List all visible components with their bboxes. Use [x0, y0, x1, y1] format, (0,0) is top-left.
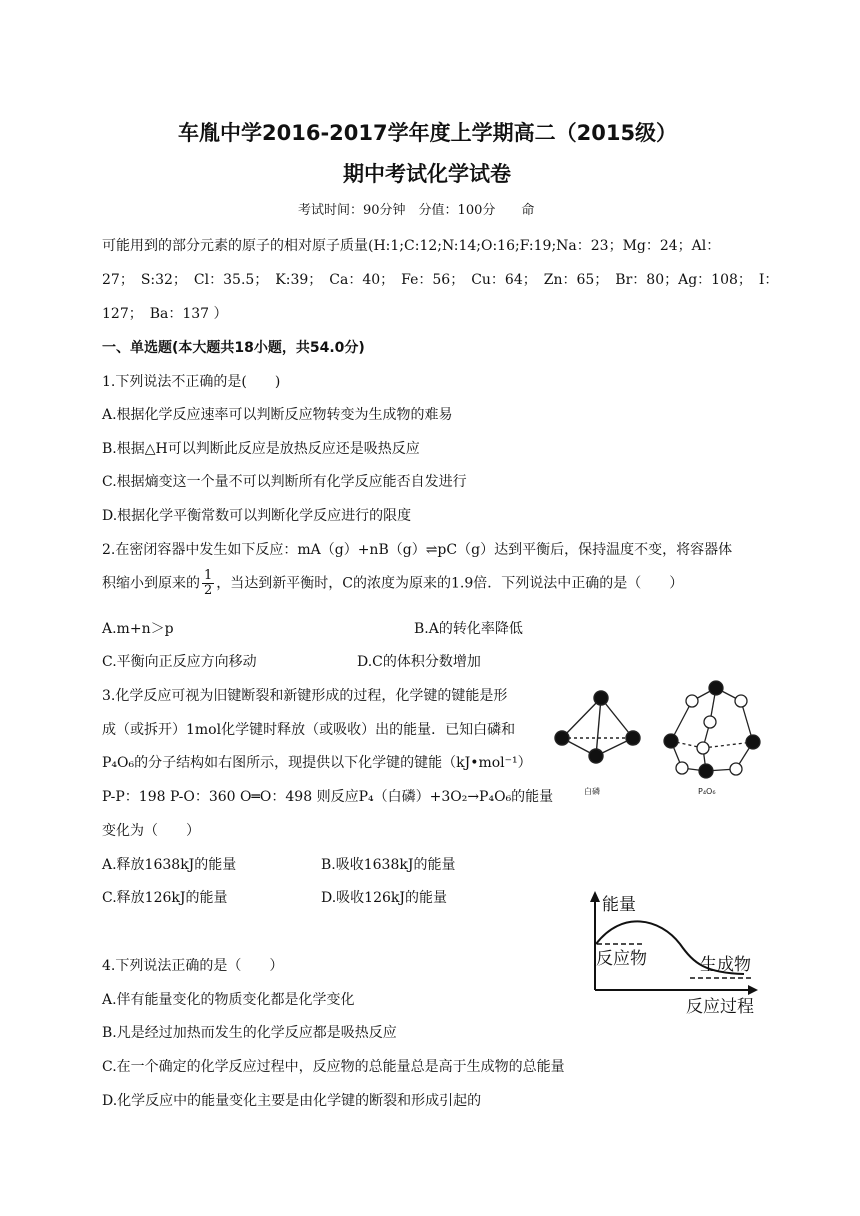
- q3-stem-line-4: P-P：198 P-O：360 O═O：498 则反应P₄（白磷）+3O₂→P₄O₆的能量: [102, 789, 554, 805]
- q4-option-a: A.伴有能量变化的物质变化都是化学变化: [102, 992, 355, 1008]
- q4-stem: 4.下列说法正确的是（ ）: [102, 958, 284, 974]
- q2-stem-line-2: [102, 569, 683, 598]
- fraction-numerator: 1: [204, 568, 213, 583]
- q2-stem-post: ，当达到新平衡时，C的浓度为原来的1.9倍．下列说法中正确的是（ ）: [216, 575, 684, 592]
- process-axis-arrow: [748, 985, 758, 995]
- q3-stem-line-5: 变化为（ ）: [102, 823, 200, 839]
- fraction-one-half: [202, 569, 214, 598]
- q1-option-b: B.根据△H可以判断此反应是放热反应还是吸热反应: [102, 441, 420, 457]
- exam-info: 考试时间：90分钟 分值：100分 命: [298, 203, 535, 218]
- q1-stem: 1.下列说法不正确的是( ): [102, 374, 281, 390]
- q1-option-a: A.根据化学反应速率可以判断反应物转变为生成物的难易: [102, 407, 453, 423]
- energy-diagram: [582, 888, 767, 1016]
- reactant-label: 反应物: [596, 949, 647, 969]
- q4-option-b: B.凡是经过加热而发生的化学反应都是吸热反应: [102, 1025, 397, 1041]
- q3-option-c: C.释放126kJ的能量: [102, 890, 228, 906]
- energy-axis-arrow: [590, 891, 600, 902]
- process-axis-label: 反应过程: [686, 997, 754, 1016]
- product-label: 生成物: [700, 955, 751, 975]
- q4-option-d: D.化学反应中的能量变化主要是由化学键的断裂和形成引起的: [102, 1093, 482, 1109]
- p4o6-label: P₄O₆: [698, 787, 716, 796]
- atomic-mass-line-2: 27； S:32； Cl：35.5； K:39； Ca：40； Fe：56； Cu：64； Zn：65； Br：80；Ag：108； I：: [102, 272, 779, 288]
- q2-stem-line-1: 2.在密闭容器中发生如下反应：mA（g）+nB（g）⇌pC（g）达到平衡后，保持温度不变，将容器体: [102, 542, 733, 558]
- atomic-mass-line-3: 127； Ba：137 ）: [102, 306, 228, 322]
- q2-option-d: D.C的体积分数增加: [357, 654, 481, 670]
- fraction-denominator: 2: [204, 583, 213, 598]
- page-subtitle: 期中考试化学试卷: [343, 162, 511, 186]
- q2-option-c: C.平衡向正反应方向移动: [102, 654, 257, 670]
- q4-option-c: C.在一个确定的化学反应过程中，反应物的总能量总是高于生成物的总能量: [102, 1059, 565, 1075]
- q3-option-d: D.吸收126kJ的能量: [321, 890, 447, 906]
- q2-option-b: B.A的转化率降低: [414, 621, 523, 637]
- q2-option-a: A.m+n＞p: [102, 621, 174, 637]
- q3-stem-line-1: 3.化学反应可视为旧键断裂和新键形成的过程，化学键的键能是形: [102, 688, 508, 704]
- energy-axis-label: 能量: [602, 895, 636, 915]
- q1-option-c: C.根据熵变这一个量不可以判断所有化学反应能否自发进行: [102, 474, 467, 490]
- p4o6-structure: [664, 681, 760, 778]
- q3-stem-line-3: P₄O₆的分子结构如右图所示，现提供以下化学键的键能（kJ•mol⁻¹）: [102, 755, 532, 771]
- section-heading: 一、单选题(本大题共18小题，共54.0分): [102, 340, 365, 356]
- q3-option-b: B.吸收1638kJ的能量: [321, 857, 456, 873]
- q1-option-d: D.根据化学平衡常数可以判断化学反应进行的限度: [102, 508, 412, 524]
- molecule-structure-figure: [548, 676, 768, 806]
- q2-stem-pre: 积缩小到原来的: [102, 575, 200, 592]
- atomic-mass-line-1: 可能用到的部分元素的原子的相对原子质量(H:1;C:12;N:14;O:16;F:19;Na：23；Mg：24；Al：: [102, 238, 721, 254]
- page-title: 车胤中学2016-2017学年度上学期高二（2015级）: [178, 121, 678, 145]
- q3-option-a: A.释放1638kJ的能量: [102, 857, 237, 873]
- white-phosphorus-structure: [555, 691, 640, 763]
- q3-stem-line-2: 成（或拆开）1mol化学键时释放（或吸收）出的能量．已知白磷和: [102, 722, 516, 738]
- white-phosphorus-label: 白磷: [584, 787, 600, 796]
